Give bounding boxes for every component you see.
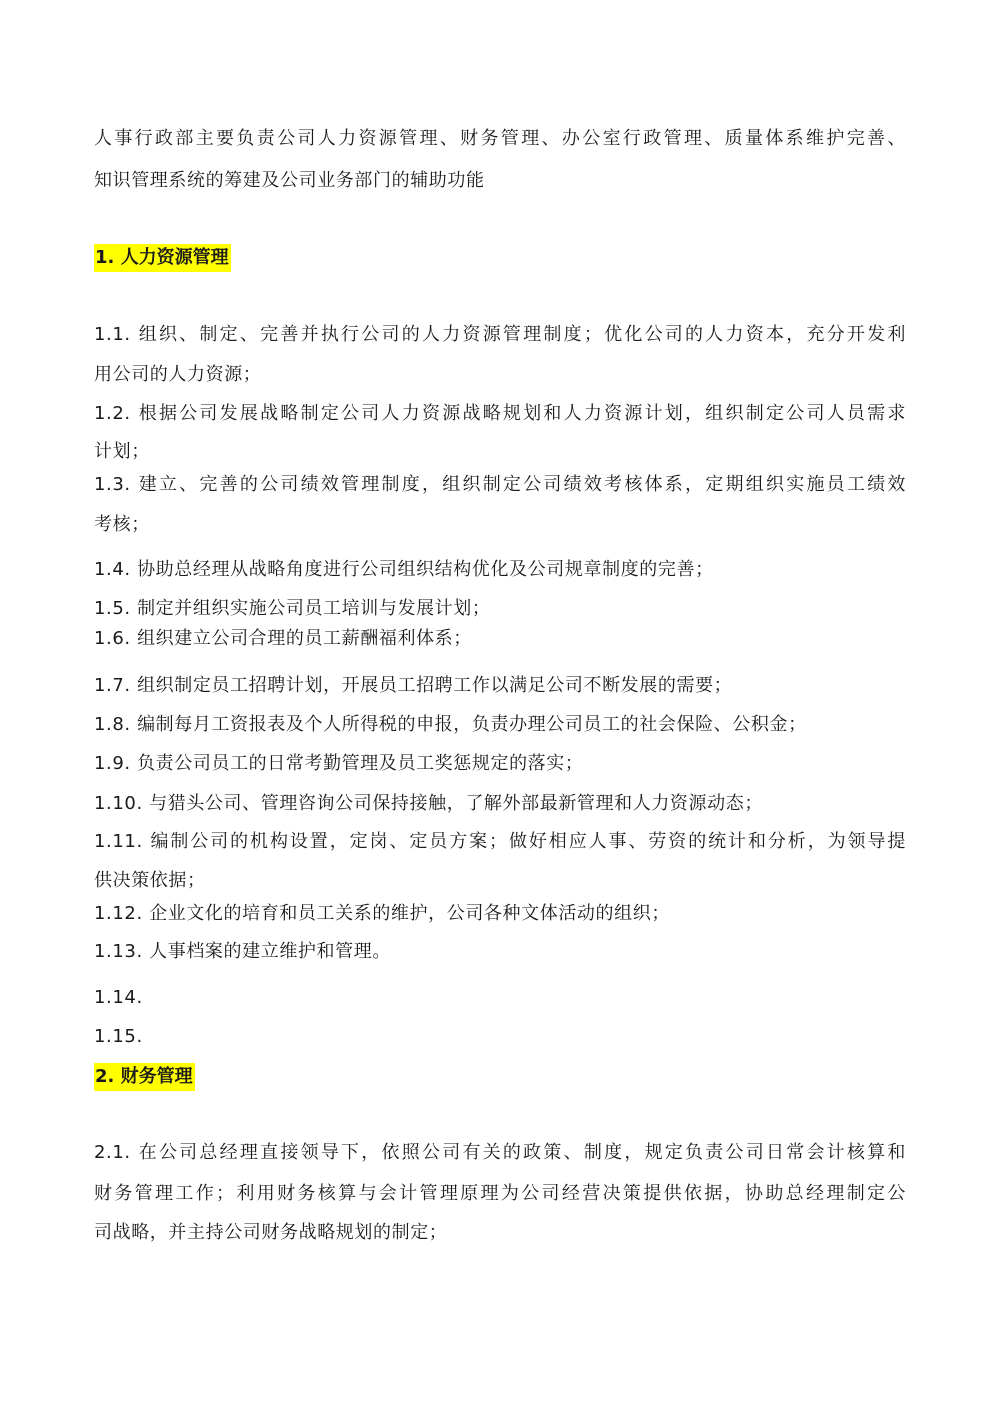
item-1-9: 1.9. 负责公司员工的日常考勤管理及员工奖惩规定的落实； [94, 753, 584, 774]
intro-line-2: 知识管理系统的筹建及公司业务部门的辅助功能 [94, 170, 485, 191]
item-1-2-line-2: 计划； [94, 441, 150, 462]
item-1-6: 1.6. 组织建立公司合理的员工薪酬福利体系； [94, 628, 472, 649]
section-1-heading: 1. 人力资源管理 [94, 244, 231, 272]
item-1-13: 1.13. 人事档案的建立维护和管理。 [94, 941, 391, 962]
item-1-11-line-2: 供决策依据； [94, 870, 206, 891]
item-2-1-line-3: 司战略，并主持公司财务战略规划的制定； [94, 1222, 448, 1243]
item-1-5: 1.5. 制定并组织实施公司员工培训与发展计划； [94, 598, 491, 619]
item-1-1-line-1: 1.1. 组织、制定、完善并执行公司的人力资源管理制度；优化公司的人力资本，充分开发利 [94, 324, 906, 345]
intro-line-1: 人事行政部主要负责公司人力资源管理、财务管理、办公室行政管理、质量体系维护完善、 [94, 128, 906, 149]
item-1-11-line-1: 1.11. 编制公司的机构设置，定岗、定员方案；做好相应人事、劳资的统计和分析，为领导提 [94, 831, 906, 852]
item-1-8: 1.8. 编制每月工资报表及个人所得税的申报，负责办理公司员工的社会保险、公积金； [94, 714, 807, 735]
item-1-14: 1.14. [94, 987, 143, 1008]
item-1-7: 1.7. 组织制定员工招聘计划，开展员工招聘工作以满足公司不断发展的需要； [94, 675, 733, 696]
item-1-2-line-1: 1.2. 根据公司发展战略制定公司人力资源战略规划和人力资源计划，组织制定公司人员需求 [94, 403, 906, 424]
item-2-1-line-2: 财务管理工作；利用财务核算与会计管理原理为公司经营决策提供依据，协助总经理制定公 [94, 1183, 906, 1204]
item-1-1-line-2: 用公司的人力资源； [94, 364, 262, 385]
item-1-3-line-2: 考核； [94, 514, 150, 535]
item-1-15: 1.15. [94, 1026, 143, 1047]
item-2-1-line-1: 2.1. 在公司总经理直接领导下，依照公司有关的政策、制度，规定负责公司日常会计核算和 [94, 1142, 906, 1163]
item-1-10: 1.10. 与猎头公司、管理咨询公司保持接触，了解外部最新管理和人力资源动态； [94, 793, 763, 814]
item-1-3-line-1: 1.3. 建立、完善的公司绩效管理制度，组织制定公司绩效考核体系，定期组织实施员工绩效 [94, 474, 906, 495]
item-1-12: 1.12. 企业文化的培育和员工关系的维护，公司各种文体活动的组织； [94, 903, 670, 924]
item-1-4: 1.4. 协助总经理从战略角度进行公司组织结构优化及公司规章制度的完善； [94, 559, 714, 580]
section-2-heading: 2. 财务管理 [94, 1063, 195, 1091]
